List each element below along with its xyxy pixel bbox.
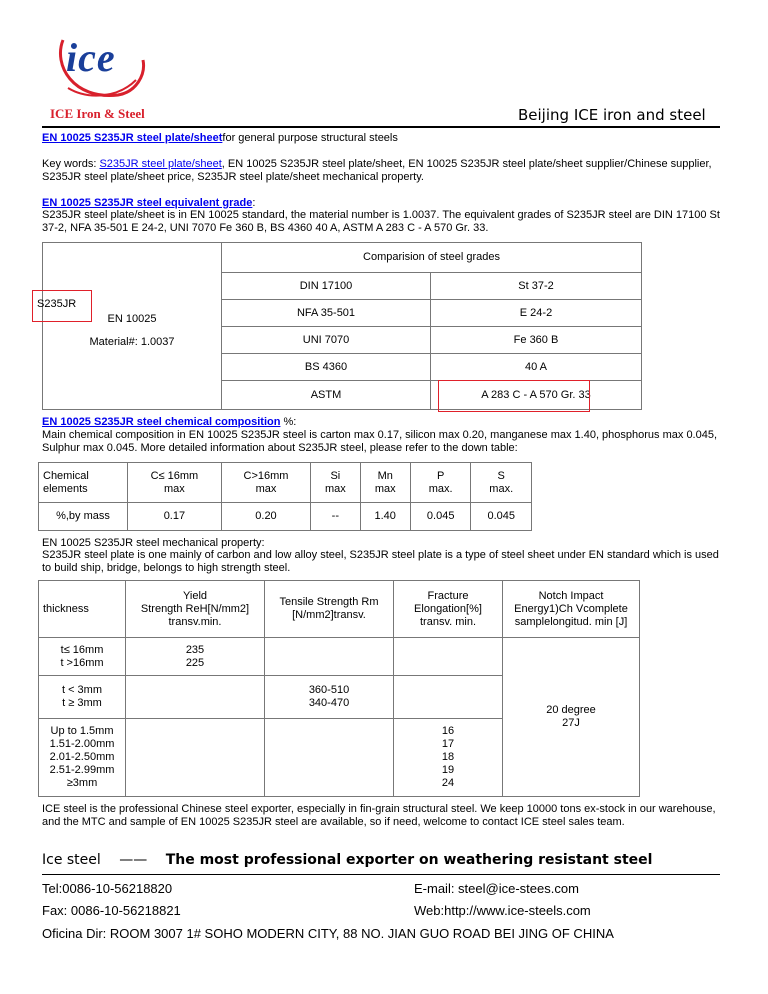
- thickness-cell: t≤ 16mm t >16mm: [39, 638, 126, 676]
- slogan-right: The most professional exporter on weathering resistant steel: [165, 852, 653, 868]
- chem-value: 0.20: [221, 503, 310, 531]
- mechanical-line1: EN 10025 S235JR steel mechanical property:: [42, 537, 265, 549]
- footer-address: Oficina Dir: ROOM 3007 1# SOHO MODERN CITY, 88 NO. JIAN GUO ROAD BEI JING OF CHINA: [42, 926, 614, 941]
- equivalent-body: S235JR steel plate/sheet is in EN 10025 standard, the material number is 1.0037. The equivalent grades of S235JR steel are DIN 17100 St 37-2, NFA 35-501 E 24-2, UNI 7070 Fe 360 B, BS 4360 40 A, ASTM A 283 C - A 570 Gr. 33.: [42, 209, 720, 234]
- chem-header: S max.: [471, 463, 532, 503]
- elongation-cell: 16 17 18 19 24: [394, 719, 503, 797]
- standard-label: EN 10025: [107, 313, 157, 325]
- grade-value: St 37-2: [431, 273, 642, 300]
- company-name: Beijing ICE iron and steel: [518, 106, 706, 124]
- keywords-rest: , EN 10025 S235JR steel plate/sheet, EN 10025 S235JR steel plate/sheet supplier/Chinese supplier, S235JR steel plate/sheet price, S235JR steel plate/sheet mechanical property.: [42, 158, 712, 183]
- slogan-left: Ice steel: [42, 852, 101, 868]
- grade-value: E 24-2: [431, 300, 642, 327]
- chemical-label: Chemical elements: [39, 463, 128, 503]
- chemical-table: [38, 462, 532, 531]
- grades-caption: Comparision of steel grades: [222, 243, 642, 273]
- chem-value: 0.17: [128, 503, 222, 531]
- chemical-body: Main chemical composition in EN 10025 S235JR steel is carton max 0.17, silicon max 0.20, manganese max 1.40, phosphorus max 0.045, Sulphur max 0.045. More detailed information about S235JR steel, please refer to the down table:: [42, 429, 718, 454]
- mech-header: Notch Impact Energy1)Ch Vcomplete samplelongitud. min [J]: [503, 581, 640, 638]
- empty-cell: [394, 638, 503, 676]
- std-cell: ASTM: [222, 381, 431, 410]
- footer-divider: [42, 874, 720, 875]
- brand-name: ICE Iron & Steel: [50, 106, 145, 121]
- footer-fax: Fax: 0086-10-56218821: [42, 903, 181, 918]
- grade-value: A 283 C - A 570 Gr. 33: [431, 381, 642, 410]
- grade-value: 40 A: [431, 354, 642, 381]
- chem-header: C≤ 16mm max: [128, 463, 222, 503]
- std-cell: BS 4360: [222, 354, 431, 381]
- grade-cell: [43, 243, 222, 410]
- std-cell: DIN 17100: [222, 273, 431, 300]
- mechanical-line2: S235JR steel plate is one mainly of carbon and low alloy steel, S235JR steel plate is a type of steel sheet under EN standard which is used to build ship, bridge, belongs to high strength steel.: [42, 549, 719, 574]
- yield-cell: 235 225: [126, 638, 265, 676]
- material-label: Material#: 1.0037: [89, 336, 175, 348]
- empty-cell: [126, 719, 265, 797]
- logo: [48, 20, 148, 105]
- chem-value: --: [311, 503, 360, 531]
- mech-header: Yield Strength ReH[N/mm2] transv.min.: [126, 581, 265, 638]
- notch-cell: 20 degree 27J: [503, 638, 640, 797]
- keywords-label: Key words:: [42, 158, 100, 170]
- astm-highlight: [438, 380, 590, 412]
- slogan: [42, 852, 652, 868]
- chem-value: 0.045: [410, 503, 471, 531]
- closing-text: ICE steel is the professional Chinese steel exporter, especially in fin-grain structural steel. We keep 10000 tons ex-stock in our warehouse, and the MTC and sample of EN 10025 S235JR steel are available, so if need, welcome to contact ICE steel sales team.: [42, 803, 716, 828]
- chem-value: 0.045: [471, 503, 532, 531]
- chemical-heading: [42, 416, 296, 428]
- grade-value: Fe 360 B: [431, 327, 642, 354]
- mech-header: Fracture Elongation[%] transv. min.: [394, 581, 503, 638]
- footer-tel: Tel:0086-10-56218820: [42, 881, 173, 896]
- equivalent-colon: :: [252, 197, 256, 209]
- logo-text: ice: [66, 35, 116, 80]
- empty-cell: [126, 676, 265, 719]
- footer-web: Web:http://www.ice-steels.com: [414, 903, 591, 918]
- chem-value: 1.40: [360, 503, 410, 531]
- equivalent-heading: [42, 197, 255, 209]
- empty-cell: [394, 676, 503, 719]
- title-link[interactable]: EN 10025 S235JR steel plate/sheet: [42, 132, 223, 144]
- title-rest: for general purpose structural steels: [222, 132, 398, 144]
- mech-header: Tensile Strength Rm [N/mm2]transv.: [265, 581, 394, 638]
- slogan-dash: ——: [119, 852, 148, 868]
- grade-highlight: [32, 290, 92, 322]
- chem-header: C>16mm max: [221, 463, 310, 503]
- keywords-link[interactable]: S235JR steel plate/sheet: [99, 158, 222, 170]
- std-cell: NFA 35-501: [222, 300, 431, 327]
- chemical-rest: %:: [280, 416, 297, 428]
- empty-cell: [265, 719, 394, 797]
- thickness-cell: Up to 1.5mm 1.51-2.00mm 2.01-2.50mm 2.51-2.99mm ≥3mm: [39, 719, 126, 797]
- chem-header: P max.: [410, 463, 471, 503]
- grade-label: S235JR: [37, 298, 77, 310]
- chem-header: Mn max: [360, 463, 410, 503]
- mechanical-table: [38, 580, 640, 797]
- mech-header: thickness: [39, 581, 126, 638]
- equivalent-link[interactable]: EN 10025 S235JR steel equivalent grade: [42, 197, 253, 209]
- keywords: [42, 158, 722, 184]
- header-divider: [42, 126, 720, 128]
- footer-email: E-mail: steel@ice-stees.com: [414, 881, 579, 896]
- mass-label: %,by mass: [39, 503, 128, 531]
- intro-title: [42, 132, 722, 144]
- thickness-cell: t < 3mm t ≥ 3mm: [39, 676, 126, 719]
- empty-cell: [265, 638, 394, 676]
- chemical-link[interactable]: EN 10025 S235JR steel chemical composition: [42, 416, 281, 428]
- tensile-cell: 360-510 340-470: [265, 676, 394, 719]
- chem-header: Si max: [311, 463, 360, 503]
- std-cell: UNI 7070: [222, 327, 431, 354]
